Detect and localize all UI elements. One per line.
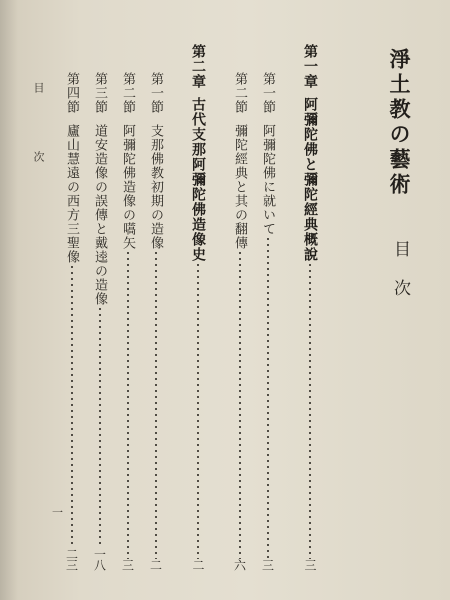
dot-leader	[197, 262, 199, 559]
dot-leader	[71, 264, 73, 548]
toc-entry-chapter-2	[188, 44, 208, 570]
entry-title: 彌陀經典と其の翻傳	[232, 124, 247, 250]
dot-leader	[309, 262, 311, 559]
entry-title: 阿彌陀佛に就いて	[260, 124, 275, 236]
running-head: 目次	[32, 82, 45, 220]
entry-title: 阿彌陀佛と彌陀經典概說	[302, 97, 318, 262]
folio-number: 一	[52, 506, 63, 519]
toc-entry-2-1	[146, 72, 165, 570]
toc-entry-1-1	[258, 72, 277, 570]
entry-page: 二	[191, 559, 205, 570]
entry-label: 第一章	[302, 44, 318, 89]
toc-entry-2-2	[118, 72, 137, 570]
toc-heading: 目次	[390, 240, 410, 318]
entry-page: 三	[120, 559, 135, 570]
entry-label: 第一節	[148, 72, 163, 114]
entry-page: 三	[303, 559, 317, 570]
book-title: 淨土教の藝術	[387, 48, 412, 198]
entry-title: 廬山慧遠の西方三聖像	[64, 124, 79, 264]
dot-leader	[99, 306, 101, 548]
dot-leader	[155, 250, 157, 559]
entry-label: 第一節	[260, 72, 275, 114]
entry-page: 六	[232, 559, 247, 570]
entry-title: 支那佛教初期の造像	[148, 124, 163, 250]
entry-page: 一八	[92, 548, 107, 570]
entry-page: 二三	[64, 548, 79, 570]
toc-entry-2-3	[90, 72, 109, 570]
entry-title: 阿彌陀佛造像の嚆矢	[120, 124, 135, 250]
dot-leader	[267, 236, 269, 559]
entry-title: 道安造像の誤傳と戴逵の造像	[92, 124, 107, 306]
entry-title: 古代支那阿彌陀佛造像史	[190, 97, 206, 262]
toc-entry-chapter-1	[300, 44, 320, 570]
entry-page: 二	[148, 559, 163, 570]
entry-label: 第三節	[92, 72, 107, 114]
page-shadow	[0, 0, 18, 600]
dot-leader	[239, 250, 241, 559]
entry-label: 第二節	[120, 72, 135, 114]
toc-entry-2-4	[62, 72, 81, 570]
entry-label: 第四節	[64, 72, 79, 114]
entry-label: 第二節	[232, 72, 247, 114]
entry-page: 三	[260, 559, 275, 570]
entry-label: 第二章	[190, 44, 206, 89]
dot-leader	[127, 250, 129, 559]
toc-entry-1-2	[230, 72, 249, 570]
